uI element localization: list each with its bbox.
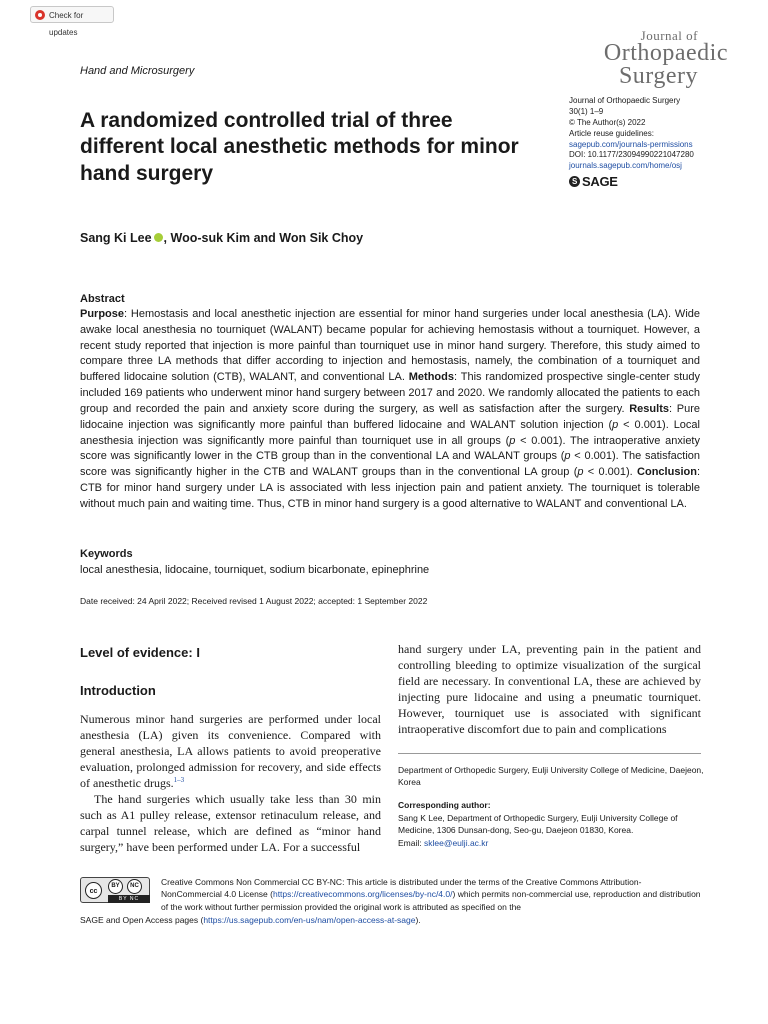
- cc-by-nc-badge[interactable]: [80, 877, 150, 903]
- abstract-heading: Abstract: [80, 293, 125, 305]
- meta-volume: 30(1) 1–9: [569, 106, 604, 116]
- meta-reuse-link[interactable]: sagepub.com/journals-permissions: [569, 139, 693, 149]
- p-symbol: p: [564, 450, 571, 463]
- license-text-2: ) which permits non-commercial use, reproduction and distribution of the work without further permission provided the original work is attributed as specified on the: [161, 889, 701, 912]
- level-of-evidence-heading: Level of evidence: I: [80, 645, 200, 660]
- p-symbol: p: [509, 434, 516, 447]
- meta-copyright: © The Author(s) 2022: [569, 117, 646, 127]
- intro-paragraph-continued: hand surgery under LA, preventing pain in the patient and controlling bleeding to optimize visualization of the surgical field are necessary. In conventional LA, these are achieved by injecting pure lidocaine and using a pneumatic tourniquet. However, tourniquet use is associated with significant intraoperative discomfort due to pain and complications: [398, 642, 701, 736]
- email-label: Email:: [398, 837, 424, 848]
- license-text-4: ).: [415, 915, 421, 925]
- results-text-4: < 0.001). The satisfaction score was significantly higher in the CTB and WALANT groups than in the conventional LA group (: [80, 450, 700, 479]
- footnote-divider: [398, 753, 701, 754]
- meta-journal: Journal of Orthopaedic Surgery: [569, 96, 681, 105]
- cc-badge-caption: BY NC: [108, 895, 150, 903]
- license-text-tail: [80, 914, 701, 926]
- purpose-text: : Hemostasis and local anesthetic injection are essential for minor hand surgeries under local anesthesia (LA). Wide awake local anesthesia no tourniquet (WALANT) became popular for achieving hemostasis without a tourniquet. However, a recent study reported that injection is more painful than tourniquet use in minor hand surgery. Therefore, this study aimed to compare three LA methods that differ according to injection and hemostasis, namely, the combination of a tourniquet and buffered lidocaine solution (CTB), WALANT, and conventional LA.: [80, 308, 700, 384]
- keywords-list: local anesthesia, lidocaine, tourniquet, sodium bicarbonate, epinephrine: [80, 564, 430, 576]
- intro-right-column: [398, 642, 701, 738]
- sage-s-icon: S: [569, 176, 580, 187]
- results-text-1: : Pure lidocaine injection was significantly more painful than buffered lidocaine and WALANT solution injection (: [80, 402, 700, 431]
- check-for-updates-badge[interactable]: [30, 6, 114, 37]
- results-label: Results: [629, 402, 669, 415]
- methods-text: : This randomized prospective single-center study included 169 patients who underwent minor hand surgery between 2017 and 2020. We randomly allocated the patients to each group and recorded the pain and anxiety score during the surgery, as well as satisfaction after the surgery.: [80, 371, 700, 415]
- conclusion-text: : CTB for minor hand surgery under LA is associated with less injection pain and patient anxiety. The tourniquet is tolerable without much pain and waiting time. Thus, CTB in minor hand surgery is a good alternative to WALANT and conventional LA.: [80, 466, 700, 510]
- intro-paragraph-1: [80, 712, 381, 792]
- affiliation: Department of Orthopedic Surgery, Eulji University College of Medicine, Daejeon, Korea: [398, 765, 704, 788]
- corresponding-author-heading: Corresponding author:: [398, 800, 491, 810]
- introduction-heading: Introduction: [80, 683, 156, 698]
- authors: [80, 231, 363, 245]
- article-title: A randomized controlled trial of three different local anesthetic methods for minor hand surgery: [80, 109, 519, 185]
- license-text-3: SAGE and Open Access pages (: [80, 915, 204, 925]
- section-tag: Hand and Microsurgery: [80, 65, 195, 77]
- nc-dollar-icon: NC: [127, 879, 142, 894]
- corresponding-author-text: Sang K Lee, Department of Orthopedic Surgery, Eulji University College of Medicine, 1306 Dunsan-dong, Seo-gu, Daejeon 01830, Korea.: [398, 813, 678, 836]
- p-symbol: p: [612, 418, 619, 431]
- email-link[interactable]: sklee@eulji.ac.kr: [423, 837, 489, 848]
- cc-icon: cc: [85, 882, 102, 899]
- meta-homepage-link[interactable]: journals.sagepub.com/home/osj: [569, 161, 682, 171]
- intro-p1-text: Numerous minor hand surgeries are performed under local anesthesia (LA) given its convenience. Compared with general anesthesia, LA allows patients to avoid preoperative evaluation, prolonged admission for recovery, and side effects of anesthetic drugs.: [80, 712, 381, 790]
- results-text-3: < 0.001). The intraoperative anxiety score was significantly lower in the CTB group than in the conventional LA and WALANT groups (: [80, 434, 700, 463]
- article-meta: [569, 96, 759, 191]
- check-for-updates-label: Check for updates: [49, 11, 84, 37]
- sage-logo: [569, 173, 759, 191]
- p-symbol: p: [577, 466, 584, 479]
- keywords-heading: Keywords: [80, 548, 133, 560]
- citation-1-3[interactable]: 1–3: [173, 775, 185, 784]
- license-link[interactable]: https://creativecommons.org/licenses/by-nc/4.0/: [272, 889, 453, 900]
- meta-doi[interactable]: DOI: 10.1177/23094990221047280: [569, 150, 694, 160]
- author-first: Sang Ki Lee: [80, 231, 152, 245]
- intro-left-column: [80, 712, 381, 856]
- journal-logo: [568, 30, 728, 88]
- intro-paragraph-2: The hand surgeries which usually take less than 30 min such as A1 pulley release, extensor retinaculum release, and carpal tunnel release, which are defined as “minor hand surgery,” have been performed under LA. For a successful: [80, 791, 381, 854]
- update-icon: [35, 10, 45, 20]
- results-text-5: < 0.001).: [583, 466, 638, 479]
- sage-label: SAGE: [582, 174, 618, 190]
- journal-logo-line3: Surgery: [618, 63, 698, 90]
- journal-logo-line2: Orthopaedic: [603, 40, 728, 67]
- results-text-2: < 0.001). Local anesthesia injection was significantly more painful than tourniquet use in all groups (: [80, 418, 700, 447]
- article-dates: Date received: 24 April 2022; Received revised 1 August 2022; accepted: 1 September 2022: [80, 596, 428, 606]
- abstract-body: [80, 307, 700, 513]
- corresponding-author: [398, 812, 706, 849]
- author-rest: , Woo-suk Kim and Won Sik Choy: [163, 231, 364, 245]
- orcid-icon[interactable]: [154, 233, 163, 242]
- conclusion-label: Conclusion: [637, 466, 697, 479]
- by-person-icon: BY: [108, 879, 123, 894]
- purpose-label: Purpose: [80, 308, 125, 320]
- license-text-1: Creative Commons Non Commercial CC BY-NC: This article is distributed under the terms of the Creative Commons Attribution-NonCommercial 4.0 License (: [161, 877, 642, 900]
- license-text: [161, 876, 701, 913]
- meta-reuse: Article reuse guidelines:: [569, 128, 654, 138]
- methods-label: Methods: [408, 371, 454, 384]
- journal-logo-line1: Journal of: [640, 28, 698, 43]
- open-access-link[interactable]: https://us.sagepub.com/en-us/nam/open-access-at-sage: [203, 915, 416, 925]
